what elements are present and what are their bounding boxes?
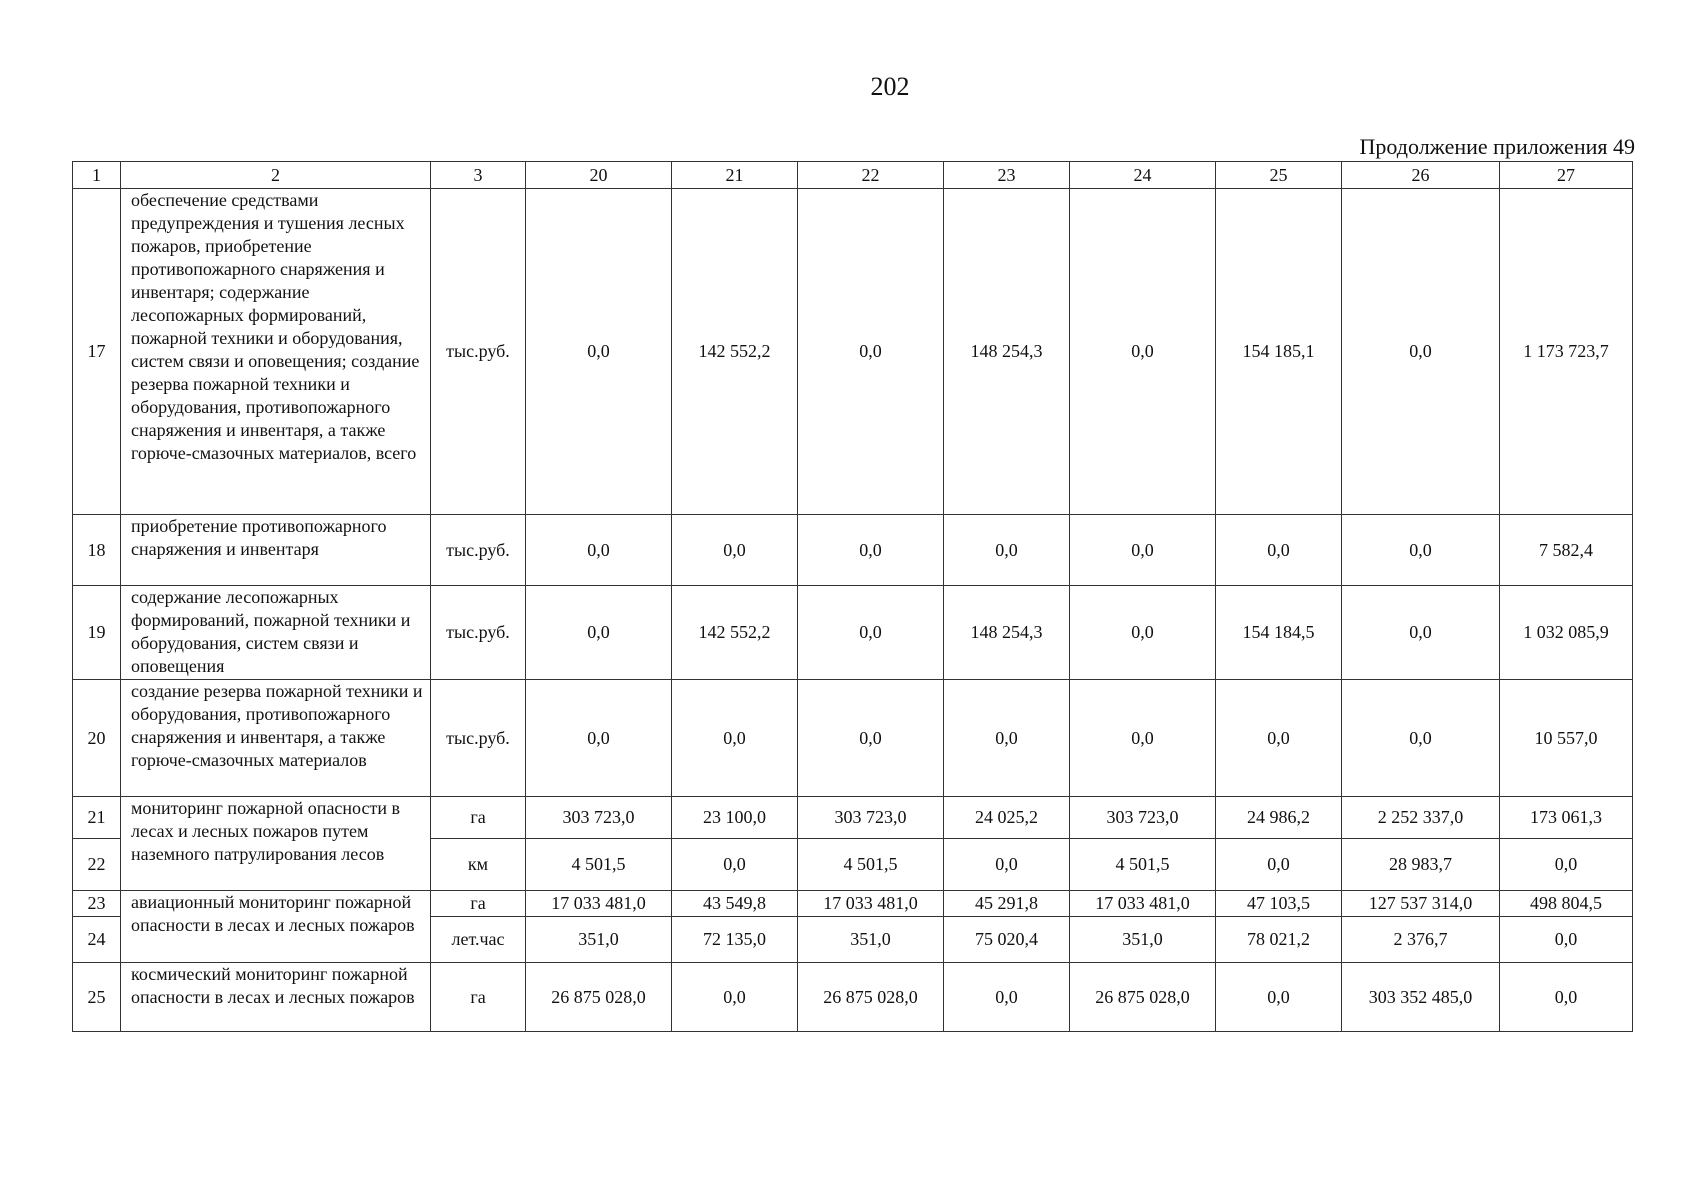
- value-cell: 0,0: [526, 515, 672, 586]
- value-cell: 4 501,5: [526, 839, 672, 891]
- header-cell: 20: [526, 162, 672, 189]
- header-cell: 27: [1500, 162, 1633, 189]
- value-cell: 17 033 481,0: [798, 891, 944, 917]
- value-cell: 0,0: [1342, 189, 1500, 515]
- row-unit: га: [431, 891, 526, 917]
- value-cell: 23 100,0: [672, 797, 798, 839]
- table-row: [73, 891, 1633, 917]
- value-cell: 43 549,8: [672, 891, 798, 917]
- value-cell: 303 723,0: [526, 797, 672, 839]
- value-cell: 351,0: [526, 917, 672, 963]
- data-table: [72, 161, 1633, 1032]
- page-number: 202: [870, 72, 910, 101]
- table-row: [73, 189, 1633, 515]
- row-description: создание резерва пожарной техники и оборудования, противопожарного снаряжения и инвентаря, а также горюче-смазочных материалов: [121, 680, 431, 797]
- value-cell: 142 552,2: [672, 586, 798, 680]
- value-cell: 75 020,4: [944, 917, 1070, 963]
- row-number: 17: [73, 189, 121, 515]
- value-cell: 0,0: [944, 839, 1070, 891]
- row-description: содержание лесопожарных формирований, пожарной техники и оборудования, систем связи и оповещения: [121, 586, 431, 680]
- value-cell: 4 501,5: [798, 839, 944, 891]
- value-cell: 0,0: [798, 680, 944, 797]
- value-cell: 154 185,1: [1216, 189, 1342, 515]
- value-cell: 0,0: [1070, 680, 1216, 797]
- value-cell: 0,0: [672, 680, 798, 797]
- value-cell: 0,0: [672, 515, 798, 586]
- row-number: 23: [73, 891, 121, 917]
- table-row: [73, 797, 1633, 839]
- value-cell: 351,0: [798, 917, 944, 963]
- value-cell: 0,0: [798, 189, 944, 515]
- header-cell: 26: [1342, 162, 1500, 189]
- header-cell: 24: [1070, 162, 1216, 189]
- value-cell: 0,0: [1500, 963, 1633, 1032]
- row-description: космический мониторинг пожарной опасности в лесах и лесных пожаров: [121, 963, 431, 1032]
- value-cell: 0,0: [1342, 515, 1500, 586]
- value-cell: 0,0: [672, 839, 798, 891]
- value-cell: 0,0: [1070, 586, 1216, 680]
- value-cell: 0,0: [672, 963, 798, 1032]
- value-cell: 0,0: [1342, 586, 1500, 680]
- row-description: приобретение противопожарного снаряжения и инвентаря: [121, 515, 431, 586]
- value-cell: 17 033 481,0: [1070, 891, 1216, 917]
- value-cell: 0,0: [526, 189, 672, 515]
- header-cell: 23: [944, 162, 1070, 189]
- value-cell: 4 501,5: [1070, 839, 1216, 891]
- value-cell: 10 557,0: [1500, 680, 1633, 797]
- value-cell: 0,0: [944, 680, 1070, 797]
- value-cell: 24 025,2: [944, 797, 1070, 839]
- row-number: 25: [73, 963, 121, 1032]
- value-cell: 148 254,3: [944, 189, 1070, 515]
- table-row: [73, 680, 1633, 797]
- value-cell: 173 061,3: [1500, 797, 1633, 839]
- value-cell: 0,0: [798, 586, 944, 680]
- header-cell: 3: [431, 162, 526, 189]
- value-cell: 24 986,2: [1216, 797, 1342, 839]
- value-cell: 0,0: [526, 680, 672, 797]
- value-cell: 351,0: [1070, 917, 1216, 963]
- value-cell: 0,0: [798, 515, 944, 586]
- header-cell: 21: [672, 162, 798, 189]
- value-cell: 303 352 485,0: [1342, 963, 1500, 1032]
- value-cell: 17 033 481,0: [526, 891, 672, 917]
- row-description: мониторинг пожарной опасности в лесах и лесных пожаров путем наземного патрулирования лесов: [121, 797, 431, 891]
- value-cell: 498 804,5: [1500, 891, 1633, 917]
- row-unit: тыс.руб.: [431, 586, 526, 680]
- value-cell: 26 875 028,0: [526, 963, 672, 1032]
- value-cell: 0,0: [526, 586, 672, 680]
- value-cell: 303 723,0: [1070, 797, 1216, 839]
- row-unit: тыс.руб.: [431, 189, 526, 515]
- table-row: [73, 963, 1633, 1032]
- row-number: 22: [73, 839, 121, 891]
- row-number: 20: [73, 680, 121, 797]
- value-cell: 1 173 723,7: [1500, 189, 1633, 515]
- value-cell: 0,0: [1216, 963, 1342, 1032]
- row-description: авиационный мониторинг пожарной опасности в лесах и лесных пожаров: [121, 891, 431, 963]
- row-unit: га: [431, 797, 526, 839]
- value-cell: 303 723,0: [798, 797, 944, 839]
- value-cell: 7 582,4: [1500, 515, 1633, 586]
- value-cell: 72 135,0: [672, 917, 798, 963]
- value-cell: 26 875 028,0: [798, 963, 944, 1032]
- row-number: 24: [73, 917, 121, 963]
- value-cell: 0,0: [1216, 680, 1342, 797]
- value-cell: 78 021,2: [1216, 917, 1342, 963]
- value-cell: 142 552,2: [672, 189, 798, 515]
- row-unit: лет.час: [431, 917, 526, 963]
- value-cell: 0,0: [944, 963, 1070, 1032]
- value-cell: 1 032 085,9: [1500, 586, 1633, 680]
- value-cell: 47 103,5: [1216, 891, 1342, 917]
- value-cell: 0,0: [1070, 515, 1216, 586]
- row-unit: тыс.руб.: [431, 680, 526, 797]
- value-cell: 28 983,7: [1342, 839, 1500, 891]
- header-cell: 25: [1216, 162, 1342, 189]
- header-cell: 22: [798, 162, 944, 189]
- value-cell: 0,0: [1070, 189, 1216, 515]
- row-number: 21: [73, 797, 121, 839]
- value-cell: 0,0: [944, 515, 1070, 586]
- value-cell: 2 252 337,0: [1342, 797, 1500, 839]
- row-number: 18: [73, 515, 121, 586]
- value-cell: 26 875 028,0: [1070, 963, 1216, 1032]
- row-description: обеспечение средствами предупреждения и тушения лесных пожаров, приобретение противопожарного снаряжения и инвентаря; содержание лесопожарных формирований, пожарной техники и оборудования, систем связи и оповещения; создание резерва пожарной техники и оборудования, противопожарного снаряжения и инвентаря, а также горюче-смазочных материалов, всего: [121, 189, 431, 515]
- table-row: [73, 586, 1633, 680]
- row-unit: км: [431, 839, 526, 891]
- row-unit: тыс.руб.: [431, 515, 526, 586]
- value-cell: 0,0: [1216, 839, 1342, 891]
- value-cell: 0,0: [1216, 515, 1342, 586]
- row-unit: га: [431, 963, 526, 1032]
- header-cell: 1: [73, 162, 121, 189]
- header-cell: 2: [121, 162, 431, 189]
- header-row: [73, 162, 1633, 189]
- value-cell: 0,0: [1342, 680, 1500, 797]
- value-cell: 127 537 314,0: [1342, 891, 1500, 917]
- row-number: 19: [73, 586, 121, 680]
- value-cell: 0,0: [1500, 839, 1633, 891]
- value-cell: 45 291,8: [944, 891, 1070, 917]
- value-cell: 2 376,7: [1342, 917, 1500, 963]
- value-cell: 0,0: [1500, 917, 1633, 963]
- table-row: [73, 515, 1633, 586]
- value-cell: 148 254,3: [944, 586, 1070, 680]
- value-cell: 154 184,5: [1216, 586, 1342, 680]
- continuation-caption: Продолжение приложения 49: [1359, 134, 1635, 159]
